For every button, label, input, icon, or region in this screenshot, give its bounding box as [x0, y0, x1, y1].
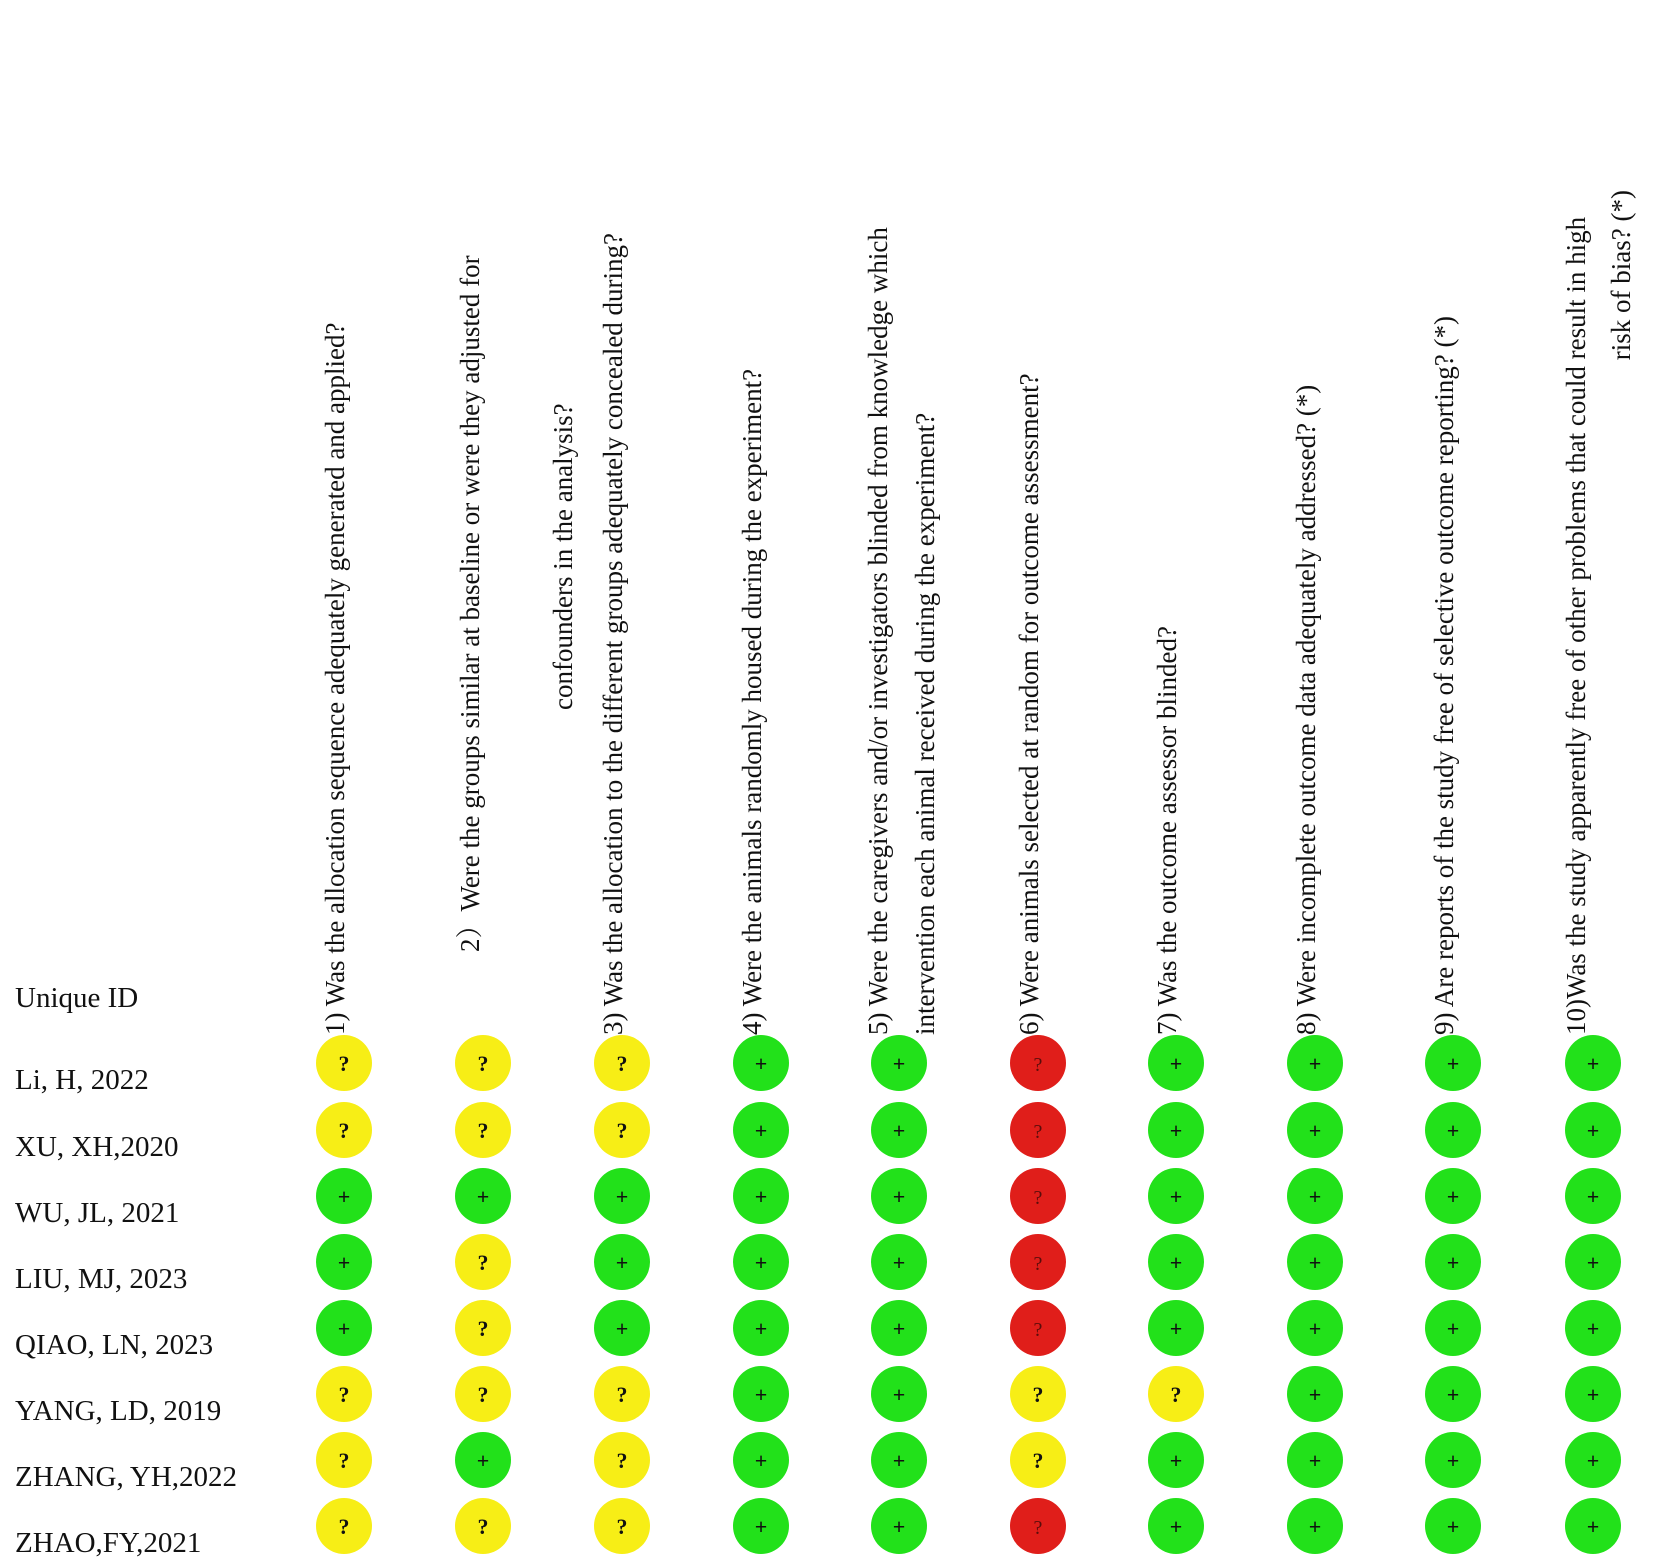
- question-header-3: 3) Was the allocation to the different groups adequately concealed during?: [598, 232, 628, 1035]
- rating-symbol: +: [615, 1250, 629, 1275]
- rating-symbol: ?: [1170, 1382, 1182, 1407]
- question-header-10-line-1: 10)Was the study apparently free of other problems that could result in high: [1561, 216, 1591, 1035]
- rating-symbol: ?: [477, 1250, 489, 1275]
- rating-symbol: +: [892, 1184, 906, 1209]
- study-id-column: [15, 1064, 237, 1559]
- rating-symbol: ?: [477, 1051, 489, 1076]
- rating-symbol: +: [615, 1184, 629, 1209]
- rating-symbol: +: [1446, 1448, 1460, 1473]
- rating-symbol: ?: [1032, 1382, 1044, 1407]
- rating-symbol: +: [1586, 1514, 1600, 1539]
- study-id: ZHAO,FY,2021: [15, 1527, 202, 1559]
- rating-symbol: ?: [338, 1382, 350, 1407]
- rating-symbol: +: [1586, 1051, 1600, 1076]
- unique-id-header: Unique ID: [15, 982, 139, 1014]
- rating-symbol: +: [754, 1514, 768, 1539]
- rating-symbol: ?: [338, 1118, 350, 1143]
- rating-symbol: +: [1446, 1514, 1460, 1539]
- rating-symbol: +: [1308, 1118, 1322, 1143]
- study-id: LIU, MJ, 2023: [15, 1263, 188, 1295]
- rating-symbol: +: [1446, 1382, 1460, 1407]
- rating-symbol: +: [337, 1250, 351, 1275]
- rating-symbol: +: [1308, 1448, 1322, 1473]
- rating-symbol: +: [1446, 1118, 1460, 1143]
- rating-symbol: +: [754, 1316, 768, 1341]
- rating-symbol: +: [892, 1250, 906, 1275]
- rating-symbol: +: [1169, 1118, 1183, 1143]
- rating-symbol: ?: [477, 1382, 489, 1407]
- rating-symbol: +: [1586, 1118, 1600, 1143]
- question-header-1: 1) Was the allocation sequence adequately generated and applied?: [320, 322, 350, 1035]
- rating-symbol: ?: [616, 1514, 628, 1539]
- question-header-8: 8) Were incomplete outcome data adequately addressed? (*): [1291, 384, 1321, 1035]
- rating-symbol: ?: [477, 1316, 489, 1341]
- question-header-2-line-2: confounders in the analysis?: [548, 403, 578, 710]
- study-id: Li, H, 2022: [15, 1064, 149, 1096]
- rating-symbol: +: [892, 1382, 906, 1407]
- rating-symbol: +: [476, 1448, 490, 1473]
- rating-symbol: +: [1308, 1250, 1322, 1275]
- rating-symbol: ?: [338, 1448, 350, 1473]
- study-id: ZHANG, YH,2022: [15, 1461, 238, 1493]
- rating-symbol: +: [892, 1316, 906, 1341]
- study-id: WU, JL, 2021: [15, 1197, 180, 1229]
- rating-symbol: ?: [1033, 1517, 1043, 1539]
- rating-symbol: +: [1169, 1051, 1183, 1076]
- rating-symbol: +: [754, 1250, 768, 1275]
- rating-symbol: +: [892, 1118, 906, 1143]
- rating-symbol: +: [754, 1448, 768, 1473]
- rating-symbol: +: [1446, 1316, 1460, 1341]
- rating-symbol: +: [1308, 1051, 1322, 1076]
- rating-symbol: +: [1586, 1316, 1600, 1341]
- rating-symbol: ?: [616, 1382, 628, 1407]
- rating-symbol: +: [754, 1118, 768, 1143]
- rating-symbol: ?: [616, 1448, 628, 1473]
- question-header-6: 6) Were animals selected at random for outcome assessment?: [1014, 373, 1044, 1035]
- rating-symbol: ?: [338, 1051, 350, 1076]
- question-header-2-line-1: 2）Were the groups similar at baseline or were they adjusted for: [455, 255, 485, 952]
- rating-symbol: +: [754, 1051, 768, 1076]
- rating-symbol: +: [1446, 1051, 1460, 1076]
- rating-symbol: ?: [1033, 1319, 1043, 1341]
- rating-symbol: +: [1586, 1382, 1600, 1407]
- rating-symbol: +: [1169, 1316, 1183, 1341]
- rating-symbol: +: [1586, 1448, 1600, 1473]
- rating-symbol: +: [1308, 1184, 1322, 1209]
- question-header-4: 4) Were the animals randomly housed during the experiment?: [737, 368, 767, 1035]
- rating-symbol: ?: [477, 1118, 489, 1143]
- rating-symbol: +: [337, 1316, 351, 1341]
- rating-symbol: ?: [1033, 1253, 1043, 1275]
- rating-symbol: +: [754, 1382, 768, 1407]
- question-header-5-line-1: 5) Were the caregivers and/or investigators blinded from knowledge which: [863, 227, 893, 1035]
- rating-symbol: ?: [1033, 1187, 1043, 1209]
- study-id: YANG, LD, 2019: [15, 1395, 222, 1427]
- rating-symbol: ?: [1033, 1054, 1043, 1076]
- study-id: QIAO, LN, 2023: [15, 1329, 214, 1361]
- rating-grid: [316, 1035, 1621, 1554]
- rating-symbol: +: [1169, 1514, 1183, 1539]
- rating-symbol: +: [1169, 1184, 1183, 1209]
- rating-symbol: ?: [616, 1118, 628, 1143]
- rating-symbol: +: [1308, 1382, 1322, 1407]
- rating-symbol: +: [754, 1184, 768, 1209]
- study-id: XU, XH,2020: [15, 1131, 179, 1163]
- question-headers: [320, 190, 1636, 1035]
- question-header-9: 9) Are reports of the study free of selective outcome reporting? (*): [1429, 316, 1459, 1035]
- question-header-7: 7) Was the outcome assessor blinded?: [1152, 626, 1182, 1035]
- rating-symbol: ?: [616, 1051, 628, 1076]
- rating-symbol: +: [1446, 1184, 1460, 1209]
- rating-symbol: +: [1169, 1448, 1183, 1473]
- rating-symbol: +: [1308, 1316, 1322, 1341]
- rating-symbol: +: [476, 1184, 490, 1209]
- rating-symbol: +: [1308, 1514, 1322, 1539]
- rating-symbol: ?: [1033, 1121, 1043, 1143]
- rating-symbol: +: [1586, 1250, 1600, 1275]
- rating-symbol: ?: [338, 1514, 350, 1539]
- question-header-5-line-2: intervention each animal received during the experiment?: [910, 412, 940, 1035]
- rating-symbol: +: [892, 1514, 906, 1539]
- rating-symbol: +: [1446, 1250, 1460, 1275]
- rating-symbol: ?: [1032, 1448, 1044, 1473]
- rating-symbol: +: [892, 1448, 906, 1473]
- rating-symbol: +: [892, 1051, 906, 1076]
- rating-symbol: +: [1586, 1184, 1600, 1209]
- rating-symbol: ?: [477, 1514, 489, 1539]
- rating-symbol: +: [337, 1184, 351, 1209]
- rating-symbol: +: [1169, 1250, 1183, 1275]
- rating-symbol: +: [615, 1316, 629, 1341]
- question-header-10-line-2: risk of bias? (*): [1606, 190, 1636, 361]
